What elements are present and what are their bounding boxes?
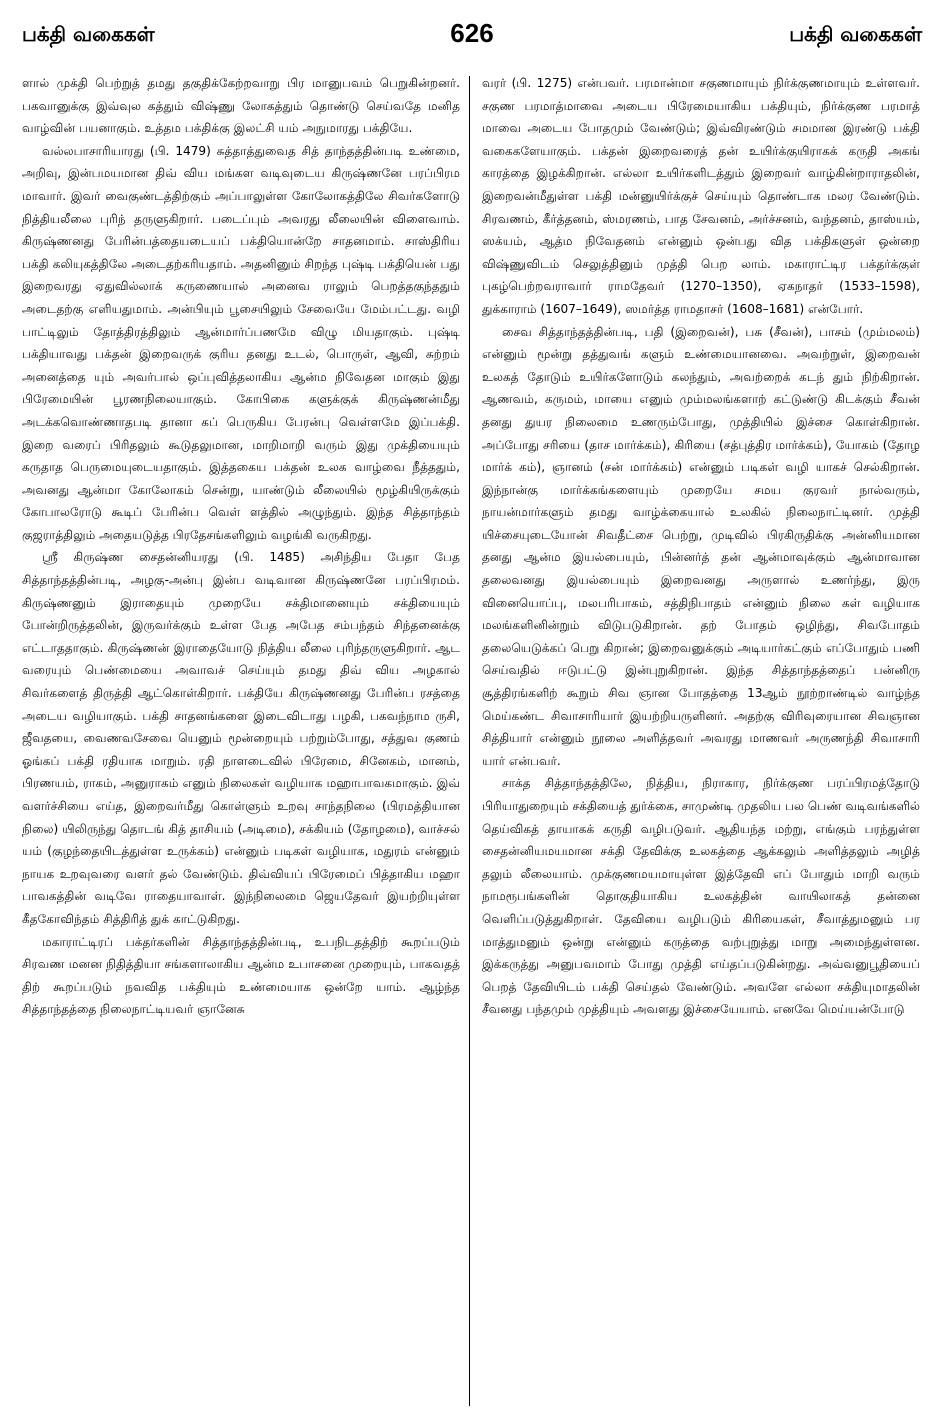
right-column (482, 72, 920, 1412)
paragraph: வல்லபாசாரியாரது (பி. 1479) சுத்தாத்துவைத சித் தாந்தத்தின்படி உண்மை, அறிவு, இன்பமயமான திவ் விய மங்கள வடிவுடைய கிருஷ்ணனே பரப்பிரம மாவார். இவர் வைகுண்டத்திற்கும் அப்பாலுள்ள கோலோகத்திலே சிவர்களோடு நித்தியலீலை புரிந் தருளுகிறார். படைப்பும் அவரது லீலையின் விளைவாம். கிருஷ்ணனது பேரின்பத்தையடையப் பக்தியொன்றே சாதனமாம். சாஸ்திரிய பக்தி கலியுகத்திலே அடைதற்கரியதாம். அதனினும் சிறந்த புஷ்டி பக்தியென் பது இறைவரது ஏதுவில்லாக் கருணையால் அனைவ ராலும் பெறத்தகுந்ததும் அடைதற்கு எளியதுமாம். அன்பியும் பூசையிலும் சேவையே மேம்பட்டது. வழி பாட்டிலும் தோத்திரத்திலும் ஆன்மார்ப்பணமே விழு மியதாகும். புஷ்டி பக்தியாவது பக்தன் இறைவருக் குரிய தனது உடல், பொருள், ஆவி, சுற்றம் அனைத்தை யும் அவர்பால் ஒப்புவித்தலாகிய ஆன்ம நிவேதன மாகும் இது பிரேமையின் பூரணநிலையாகும். கோபிகை களுக்குக் கிருஷ்ணன்மீது அடக்கவொண்ணாதபடி தானா கப் பெருகிய பேரன்பு வெள்ளமே இப்பக்தி. இறை வரைப் பிரிதலும் கூடுதலுமான, மாறிமாறி வரும் இது முக்தியையும் கருதாத பெருமையுடையதாகும். இத்தகைய பக்தன் உலக வாழ்வை நீத்ததும், அவனது ஆன்மா கோலோகம் சென்று, யாண்டும் லீலையில் மூழ்கியிருக்கும் கோபாலரோடு கூடிப் பேரின்ப வெள் ளத்தில் அழுந்தும். இந்த சித்தாந்தம் குஜராத்திலும் அதையடுத்த பிரதேசங்களிலும் வழங்கி வருகிறது. (22, 143, 460, 542)
page-number: 626 (450, 18, 494, 48)
paragraph: சாக்த சித்தாந்தத்திலே, நித்திய, நிராகார, நிர்க்குண பரப்பிரமத்தோடு பிரியாதுறையும் சக்தியைத் துர்க்கை, சாமுண்டி முதலிய பல பெண் வடிவங்களில் தெய்விகத் தாயாகக் கருதி வழிபடுவர். ஆதியந்த மற்று, எங்கும் பரந்துள்ள சைதன்னியமயமான சக்தி தேவிக்கு உலகத்தை ஆக்கலும் அளித்தலும் அழித் தலும் லீலையாம். முக்குணமயமாயுள்ள இத்தேவி எப் போதும் மாறி வரும் நாமரூபங்களின் தொகுதியாகிய உலகத்தின் வாயிலாகத் தன்னை வெளிப்படுத்துகிறாள். தேவியை வழிபடும் கிரியைகள், சீவாத்துமனும் பர மாத்துமனும் ஒன்று என்னும் கருத்தை வற்புறுத்து மாறு அமைந்துள்ளன. இக்கருத்து அனுபவமாம் போது முத்தி எய்தப்படுகின்றது. அவ்வனுபூதியைப் பெறத் தேவியிடம் பக்தி செய்தல் வேண்டும். அவளே எல்லா சக்தியுமாதலின் சீவனது பந்தமும் முத்தியும் அவளது இச்சையேயாம். எனவே மெய்யன்போடு (482, 776, 920, 1017)
paragraph: மகாராட்டிரப் பக்தர்களின் சித்தாந்தத்தின்படி, உபநிடதத்திற் கூறப்படும் சிரவண மனன நிதித்தியா சங்களாலாகிய ஆன்ம உபாசனை முறையும், பாகவதத் திற் கூறப்படும் நவவித பக்தியும் உண்மையாக ஒன்றே யாம். ஆழ்ந்த சித்தாந்தத்தை நிலைநாட்டியவர் ஞானேசு (22, 934, 460, 1017)
running-title-right: பக்தி வகைகள் (789, 22, 922, 46)
running-title-left: பக்தி வகைகள் (22, 22, 155, 46)
paragraph: சைவ சித்தாந்தத்தின்படி, பதி (இறைவன்), பசு (சீவன்), பாசம் (மும்மலம்) என்னும் மூன்று தத்துவங் களும் உண்மையானவை. அவற்றுள், இறைவன் உலகத் தோடும் உயிர்களோடும் கலந்தும், அவற்றைக் கடந் தும் நிற்கிறான். ஆணவம், கருமம், மாயை எனும் மும்மலங்களாற் கட்டுண்டு கிடக்கும் சீவன் தனது துயர நிலைமை உணரும்போது, முத்தியில் இச்சை கொள்கிறான். அப்போது சரியை (தாச மார்க்கம்), கிரியை (சத்புத்திர மார்க்கம்), யோகம் (தோழ மார்க் கம்), ஞானம் (சன் மார்க்கம்) என்னும் படிகள் வழி யாகச் செல்கிறான். இந்நான்கு மார்க்கங்களையும் முறையே சமய குரவர் நால்வரும், நாயன்மார்களும் தமது வாழ்க்கையால் உலகில் நிலைநாட்டினர். முத்தி யிச்சையுடையோன் சிவதீட்சை பெற்று, முடிவில் பிரகிருதிக்கு அன்னியமான தனது ஆன்ம இயல்பையும், பின்னர்த் தன் ஆன்மாவுக்கும் ஆன்மாவான தலைவனது இயல்பையும் இறைவனது அருளால் உணர்ந்து, இரு வினையொப்பு, மலபரிபாகம், சத்திநிபாதம் என்னும் நிலை கள் வழியாக மலங்களினின்றும் விடுபடுகிறான். தற் போதம் ஒழிந்து, சிவபோதம் தலையெடுக்கப் பெறு கிறான்; இறைவனுக்கும் அடியார்கட்கும் எப்போதும் பணி செய்வதில் ஈடுபட்டு இன்புறுகிறான். இந்த சித்தாந்தத்தைப் பன்னிரு சூத்திரங்களிற் கூறும் சிவ ஞான போதத்தை 13ஆம் நூற்றாண்டில் வாழ்ந்த மெய்கண்ட சிவாசாரியார் இயற்றியருளினர். அதற்கு விரிவுரையான சிவஞான சித்தியார் என்னும் நூலை அளித்தவர் அவரது மாணவர் அருணந்தி சிவாசாரி யார் என்பவர். (482, 324, 920, 768)
paragraph: ஸ்ரீ கிருஷ்ண சைதன்னியரது (பி. 1485) அசிந்திய பேதா பேத சித்தாந்தத்தின்படி, அழகு-அன்பு இன்ப வடிவான கிருஷ்ணனே பரப்பிரமம். கிருஷ்ணனும் இராதையும் முறையே சக்திமானையும் சக்தியையும் போன்றிருத்தலின், இருவர்க்கும் உள்ள பேத அபேத சம்பந்தம் சிந்தனைக்கு எட்டாததாகும். கிருஷ்ணன் இராதையோடு நித்திய லீலை புரிந்தருளுகிறார். ஆட வரையும் பெண்மையை அவாவச் செய்யும் தமது திவ் விய அழகால் சிவர்களைத் திருத்தி ஆட்கொள்கிறார். பக்தியே கிருஷ்ணனது பேரின்ப ரசத்தை அடைய வழியாகும். பக்தி சாதனங்களை இடைவிடாது பழகி, பகவந்நாம ருசி, ஜீவதயை, வைணவசேவை யெனும் மூன்றையும் பற்றும்போது, சத்துவ குணம் ஓங்கப் பக்தி ரதியாக மாறும். ரதி நாளடைவில் பிரேமை, சினேகம், மானம், பிரணயம், ராகம், அனுராகம் எனும் நிலைகள் வழியாக மஹாபாவகமாகும். இவ் வளர்ச்சியை எய்த, இறைவர்மீது கொள்ளும் உறவு சாந்தநிலை (பிரமத்தியான நிலை) யிலிருந்து தொடங் கித் தாசியம் (அடிமை), சக்கியம் (தோழமை), வாச்சல் யம் (குழந்தையிடத்துள்ள உருக்கம்) என்னும் படிகள் வழியாக, மதுரம் என்னும் நாயக உறவுவரை வளர் தல் வேண்டும். திவ்வியப் பிரேமைப் பித்தாகிய மஹா பாவகத்தின் வடிவே ராதையாவாள். இந்நிலைமை ஜெயதேவர் இயற்றியுள்ள கீதகோவிந்தம் சித்திரித் துக் காட்டுகிறது. (22, 550, 460, 926)
column-divider (469, 76, 470, 1406)
paragraph: ளால் முக்தி பெற்றுத் தமது தகுதிக்கேற்றவாறு பிர மானுபவம் பெறுகின்றனர். பகவானுக்கு இவ்வுல கத்தும் விஷ்ணு லோகத்தும் தொண்டு செய்வதே மனித வாழ்வின் பயனாகும். உத்தம பக்திக்கு இலட்சி யம் அநுமாரது பக்தியே. (22, 76, 460, 136)
left-column (22, 72, 460, 1412)
page-header (22, 18, 922, 62)
paragraph: வரர் (பி. 1275) என்பவர். பரமான்மா சகுணமாயும் நிர்க்குணமாயும் உள்ளவர். சகுண பரமாத்மாவை அடைய பிரேமையாகிய பக்தியும், நிர்க்குண பரமாத் மாவை அடைய போதமும் வேண்டும்; இவ்விரண்டும் சமமான இரண்டு பக்தி வகைகளேயாகும். பக்தன் இறைவரைத் தன் உயிர்க்குயிராகக் கருதி அகங் காரத்தை இழக்கிறான். எல்லா உயிர்களிடத்தும் இறைவர் வாழ்கின்றாராதலின், இறைவன்மீதுள்ள பக்தி மன்னுயிர்க்குச் செய்யும் தொண்டாக மலர வேண்டும். சிரவணம், கீர்த்தனம், ஸ்மரணம், பாத சேவனம், அர்ச்சனம், வந்தனம், தாஸ்யம், ஸக்யம், ஆத்ம நிவேதனம் என்னும் ஒன்பது வித பக்திகளுள் ஒன்றை விஷ்ணுவிடம் செலுத்தினும் முத்தி பெற லாம். மகாராட்டிர பக்தர்க்குள் புகழ்பெற்றவராவார் ராமதேவர் (1270–1350), ஏகநாதர் (1533–1598), துக்காராம் (1607–1649), ஸமர்த்த ராமதாசர் (1608–1681) என்போர். (482, 76, 920, 316)
